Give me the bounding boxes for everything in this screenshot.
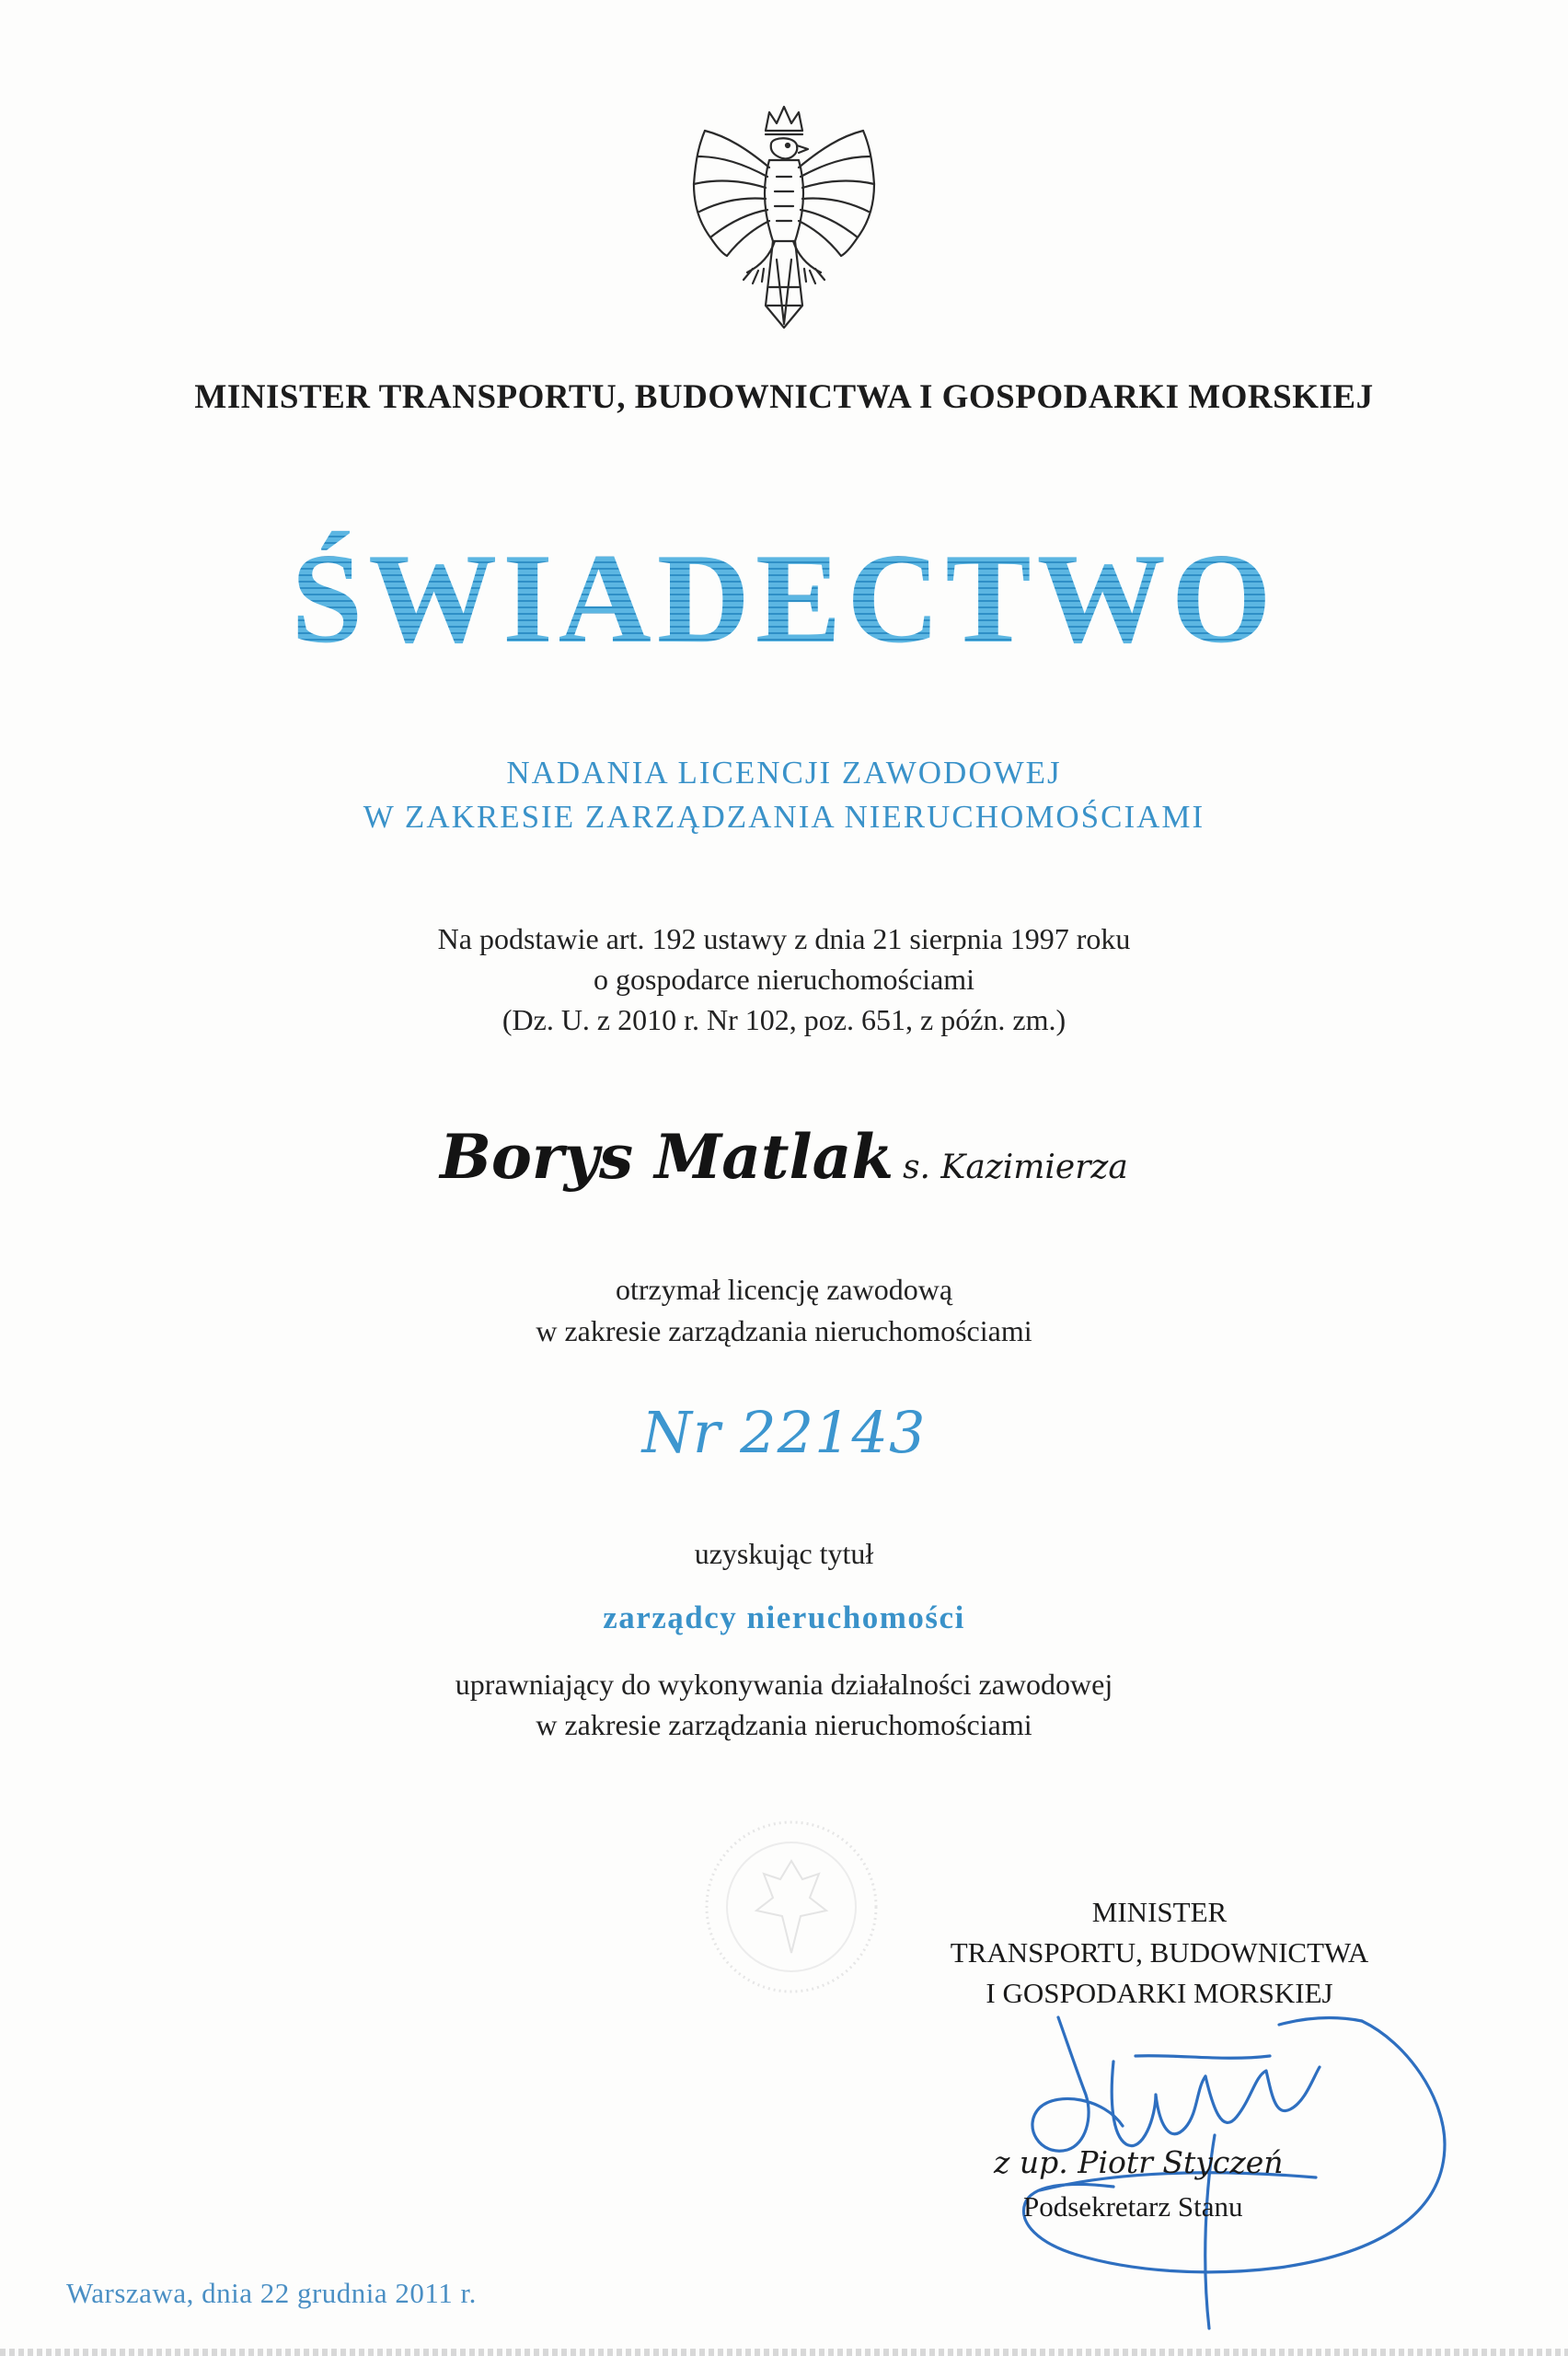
- embossed-seal-icon: [699, 1815, 883, 1999]
- place-and-date: Warszawa, dnia 22 grudnia 2011 r.: [66, 2277, 477, 2309]
- ministry-header: MINISTER TRANSPORTU, BUDOWNICTWA I GOSPODARKI MORSKIEJ: [194, 378, 1374, 416]
- grant-line-1: otrzymał licencję zawodową: [615, 1273, 953, 1306]
- obtaining-text: uzyskując tytuł: [694, 1537, 874, 1570]
- legal-basis-line-1: Na podstawie art. 192 ustawy z dnia 21 sierpnia 1997 roku: [437, 922, 1131, 955]
- signatory-official: z up. Piotr Styczeń: [994, 2144, 1284, 2180]
- subtitle-line-1: NADANIA LICENCJI ZAWODOWEJ: [506, 755, 1062, 791]
- license-number: Nr 22143: [641, 1399, 927, 1466]
- professional-title: zarządcy nieruchomości: [603, 1600, 965, 1635]
- signatory-role: Podsekretarz Stanu: [1023, 2190, 1243, 2223]
- signatory-line-3: I GOSPODARKI MORSKIEJ: [986, 1977, 1333, 2009]
- authorization-line-1: uprawniający do wykonywania działalności zawodowej: [455, 1668, 1113, 1701]
- certificate-title: ŚWIADECTWO: [0, 525, 1568, 673]
- recipient-line: [0, 1121, 1568, 1193]
- grant-line-2: w zakresie zarządzania nieruchomościami: [536, 1314, 1032, 1347]
- authorization-line-2: w zakresie zarządzania nieruchomościami: [536, 1708, 1032, 1741]
- recipient-father: s. Kazimierza: [903, 1149, 1128, 1186]
- recipient-name: Borys Matlak: [440, 1121, 894, 1193]
- signatory-line-1: MINISTER: [1091, 1896, 1228, 1928]
- white-eagle-emblem-icon: [674, 103, 894, 352]
- legal-basis-line-3: (Dz. U. z 2010 r. Nr 102, poz. 651, z późn. zm.): [502, 1003, 1066, 1036]
- signatory-line-2: TRANSPORTU, BUDOWNICTWA: [950, 1936, 1369, 1969]
- legal-basis-line-2: o gospodarce nieruchomościami: [593, 963, 975, 996]
- subtitle-line-2: W ZAKRESIE ZARZĄDZANIA NIERUCHOMOŚCIAMI: [363, 799, 1205, 835]
